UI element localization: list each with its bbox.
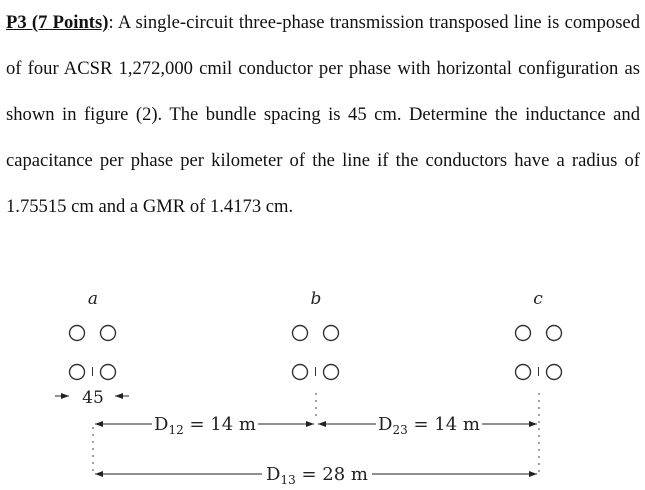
conductor — [101, 365, 116, 380]
conductor — [293, 365, 308, 380]
conductor — [101, 326, 116, 341]
phase-label-b: b — [310, 289, 322, 309]
conductor — [324, 326, 339, 341]
line-configuration-figure — [0, 275, 645, 490]
problem-title: P3 (7 Points) — [6, 12, 109, 33]
bundle-spacing-label: 45 — [82, 388, 104, 408]
problem-title-colon: : — [108, 12, 114, 33]
bundle-b — [293, 326, 339, 380]
phase-label-c: c — [533, 289, 543, 309]
problem-body: A single-circuit three-phase transmission transposed line is composed of four ACSR 1,272,000 cmil conductor per phase with horizontal configuration as shown in figure (2). The bundle spacing is 45 cm. Determine the inductance and capacitance per phase per kilometer of the line if the conductors have a radius of 1.75515 cm and a GMR of 1.4173 cm. — [6, 12, 640, 217]
conductor — [293, 326, 308, 341]
bundle-spacing-dimension — [55, 388, 129, 408]
conductor — [70, 365, 85, 380]
d12-label: $D_{12} = 14$ m — [154, 414, 256, 437]
conductor — [516, 365, 531, 380]
d13-label: $D_{13} = 28$ m — [266, 464, 368, 487]
conductor — [324, 365, 339, 380]
d23-label: $D_{23} = 14$ m — [378, 414, 480, 437]
figure-drawing — [0, 275, 645, 490]
bundle-a — [70, 326, 116, 380]
conductor — [547, 365, 562, 380]
bundle-c — [516, 326, 562, 380]
problem-statement — [6, 0, 640, 230]
phase-label-a: a — [87, 289, 99, 309]
conductor — [70, 326, 85, 341]
d23-dimension — [318, 414, 537, 437]
conductor — [516, 326, 531, 341]
conductor — [547, 326, 562, 341]
d12-dimension — [95, 414, 314, 437]
d13-dimension — [95, 464, 537, 487]
